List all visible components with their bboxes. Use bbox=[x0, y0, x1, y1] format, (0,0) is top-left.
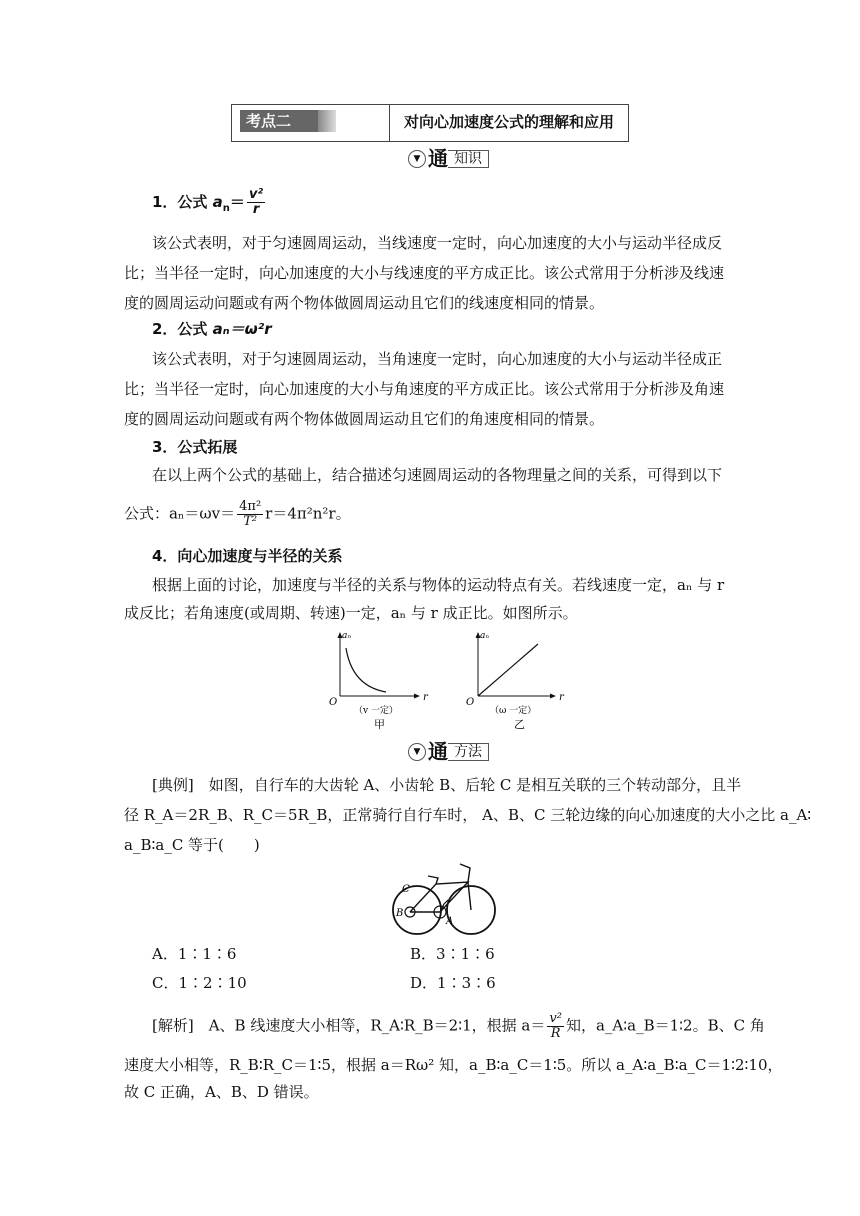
example-line: a_B∶a_C 等于( ) bbox=[124, 836, 260, 854]
section-tag: 考点二 bbox=[240, 110, 326, 132]
label-c: C bbox=[402, 884, 410, 895]
s2-title: 2．公式 aₙ＝ω²r bbox=[152, 320, 272, 338]
linear-line bbox=[478, 644, 538, 696]
graph-right-note: （ω 一定） bbox=[490, 706, 537, 716]
method-badge: ▼ 通 方法 bbox=[408, 740, 489, 762]
option-d: D．1∶3∶6 bbox=[410, 974, 496, 992]
seat bbox=[428, 876, 438, 884]
section-title: 对向心加速度公式的理解和应用 bbox=[404, 113, 615, 131]
graph-right-ylabel: aₙ bbox=[480, 631, 490, 641]
analysis-fraction: $\frac{\text{v²}}{R}$ bbox=[549, 1011, 562, 1041]
s1-title: 1．公式 $a_n=$ $\frac{\text{v²}}{r}$ bbox=[152, 187, 264, 217]
s4-title: 4．向心加速度与半径的关系 bbox=[152, 547, 343, 565]
s2-para-line: 比；当半径一定时，向心加速度的大小与角速度的平方成正比。该公式常用于分析涉及角速 bbox=[124, 380, 725, 398]
bicycle-figure bbox=[388, 858, 500, 938]
analysis-line: 速度大小相等，R_B∶R_C＝1∶5，根据 a＝Rω² 知，a_B∶a_C＝1∶5。所以 a_A∶a_B∶a_C＝1∶2∶10， bbox=[124, 1056, 783, 1074]
arrow-icon bbox=[414, 694, 420, 699]
label-a: A bbox=[446, 916, 454, 927]
section-header bbox=[231, 104, 629, 142]
s1-para-line: 比；当半径一定时，向心加速度的大小与线速度的平方成正比。该公式常用于分析涉及线速 bbox=[124, 264, 725, 282]
graph-right-xlabel: r bbox=[559, 692, 564, 703]
s4-para-line: 根据上面的讨论，加速度与半径的关系与物体的运动特点有关。若线速度一定，aₙ 与 r bbox=[152, 576, 725, 594]
graph-left-xlabel: r bbox=[423, 692, 428, 703]
graph-left-note: （v 一定） bbox=[354, 706, 398, 716]
graph-left bbox=[329, 631, 429, 731]
graph-left-ylabel: aₙ bbox=[342, 631, 352, 641]
s3-para-line: 在以上两个公式的基础上，结合描述匀速圆周运动的各物理量之间的关系，可得到以下 bbox=[152, 466, 723, 484]
s3-title: 3．公式拓展 bbox=[152, 438, 238, 456]
option-b: B．3∶1∶6 bbox=[410, 945, 495, 963]
s2-para-line: 该公式表明，对于匀速圆周运动，当角速度一定时，向心加速度的大小与运动半径成正 bbox=[152, 350, 723, 368]
s4-para-line: 成反比；若角速度(或周期、转速)一定，aₙ 与 r 成正比。如图所示。 bbox=[124, 604, 578, 622]
s3-fraction: $\frac{\text{4π²}}{\text{T²}}$ bbox=[239, 499, 262, 529]
option-a: A．1∶1∶6 bbox=[152, 945, 237, 963]
s1-fraction: $\frac{\text{v²}}{r}$ bbox=[248, 187, 264, 217]
s3-formula-line: 公式：aₙ＝ωv＝ $\frac{\text{4π²}}{\text{T²}}$ r＝4π²n²r。 bbox=[124, 499, 351, 529]
method-badge-label: 方法 bbox=[448, 743, 489, 761]
header-divider bbox=[389, 105, 390, 141]
graph-right-caption: 乙 bbox=[514, 718, 525, 731]
down-triangle-icon: ▼ bbox=[408, 150, 426, 168]
graph-left-caption: 甲 bbox=[374, 718, 385, 731]
knowledge-badge-label: 知识 bbox=[448, 150, 489, 168]
example-line: 径 R_A＝2R_B、R_C＝5R_B，正常骑行自行车时， A、B、C 三轮边缘的向心加速度的大小之比 a_A∶ bbox=[124, 806, 812, 824]
graphs-figure bbox=[320, 628, 570, 733]
down-triangle-icon: ▼ bbox=[408, 743, 426, 761]
example-line: [典例] 如图，自行车的大齿轮 A、小齿轮 B、后轮 C 是相互关联的三个转动部分，且半 bbox=[152, 776, 742, 794]
s1-para-line: 该公式表明，对于匀速圆周运动，当线速度一定时，向心加速度的大小与运动半径成反 bbox=[152, 234, 723, 252]
analysis-line: [解析] A、B 线速度大小相等，R_A∶R_B＝2∶1，根据 a＝ $\frac{\text{v²}}{R}$ 知，a_A∶a_B＝1∶2。B、C 角 bbox=[152, 1011, 765, 1041]
graph-left-origin: O bbox=[329, 697, 338, 708]
arrow-icon bbox=[550, 694, 556, 699]
inverse-curve bbox=[346, 648, 386, 692]
s2-para-line: 度的圆周运动问题或有两个物体做圆周运动且它们的角速度相同的情景。 bbox=[124, 410, 605, 428]
graph-right-origin: O bbox=[466, 697, 475, 708]
label-b: B bbox=[396, 908, 404, 919]
analysis-line: 故 C 正确，A、B、D 错误。 bbox=[124, 1083, 319, 1101]
option-c: C．1∶2∶10 bbox=[152, 974, 247, 992]
handlebar bbox=[460, 864, 470, 882]
graph-right bbox=[466, 631, 565, 731]
s1-para-line: 度的圆周运动问题或有两个物体做圆周运动且它们的线速度相同的情景。 bbox=[124, 294, 605, 312]
knowledge-badge: ▼ 通 知识 bbox=[408, 147, 489, 169]
